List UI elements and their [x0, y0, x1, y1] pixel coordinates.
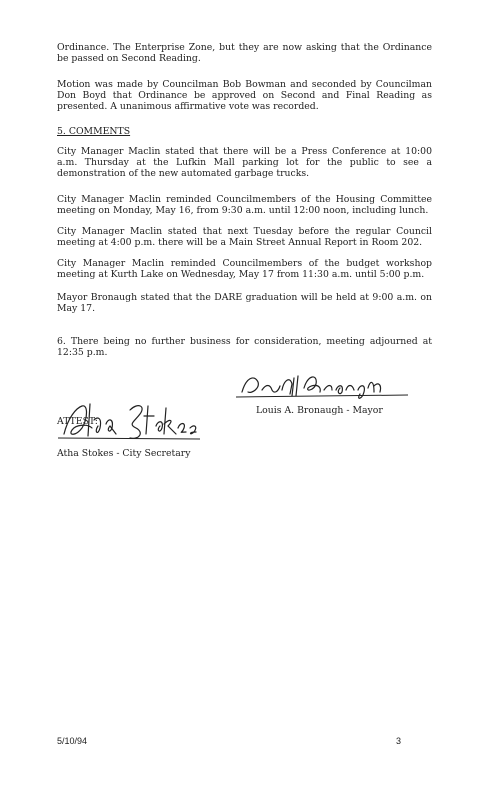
section-heading-comments: 5. COMMENTS	[57, 126, 131, 137]
paragraph-main-street-report: City Manager Maclin stated that next Tuesday before the regular Council meeting at 4:00 p.m. there will be a Main Street Annual Report in Room 202.	[57, 226, 432, 249]
footer-page-number: 3	[396, 736, 402, 746]
paragraph-budget-workshop: City Manager Maclin reminded Councilmembers of the budget workshop meeting at Kurth Lake on Wednesday, May 17 from 11:30 a.m. until 5:00 p.m.	[57, 258, 432, 281]
mayor-name-title: Louis A. Bronaugh - Mayor	[256, 405, 383, 416]
paragraph-adjournment: 6. There being no further business for consideration, meeting adjourned at 12:35 p.m.	[57, 336, 432, 359]
paragraph-ordinance: Ordinance. The Enterprise Zone, but they are now asking that the Ordinance be passed on Second Reading.	[57, 42, 432, 65]
mayor-signature	[232, 370, 412, 406]
secretary-name-title: Atha Stokes - City Secretary	[57, 448, 191, 459]
paragraph-press-conference: City Manager Maclin stated that there will be a Press Conference at 10:00 a.m. Thursday at the Lufkin Mall parking lot for the public to see a demonstration of the new automated garbage trucks.	[57, 146, 432, 180]
paragraph-dare-graduation: Mayor Bronaugh stated that the DARE graduation will be held at 9:00 a.m. on May 17.	[57, 292, 432, 315]
footer-date: 5/10/94	[57, 736, 88, 746]
secretary-signature	[58, 398, 208, 444]
paragraph-motion: Motion was made by Councilman Bob Bowman and seconded by Councilman Don Boyd that Ordinance be approved on Second and Final Reading as presented. A unanimous affirmative vote was recorded.	[57, 79, 432, 113]
paragraph-housing-committee: City Manager Maclin reminded Councilmembers of the Housing Committee meeting on Monday, May 16, from 9:30 a.m. until 12:00 noon, including lunch.	[57, 194, 432, 217]
attest-label: ATTEST:	[57, 416, 98, 427]
